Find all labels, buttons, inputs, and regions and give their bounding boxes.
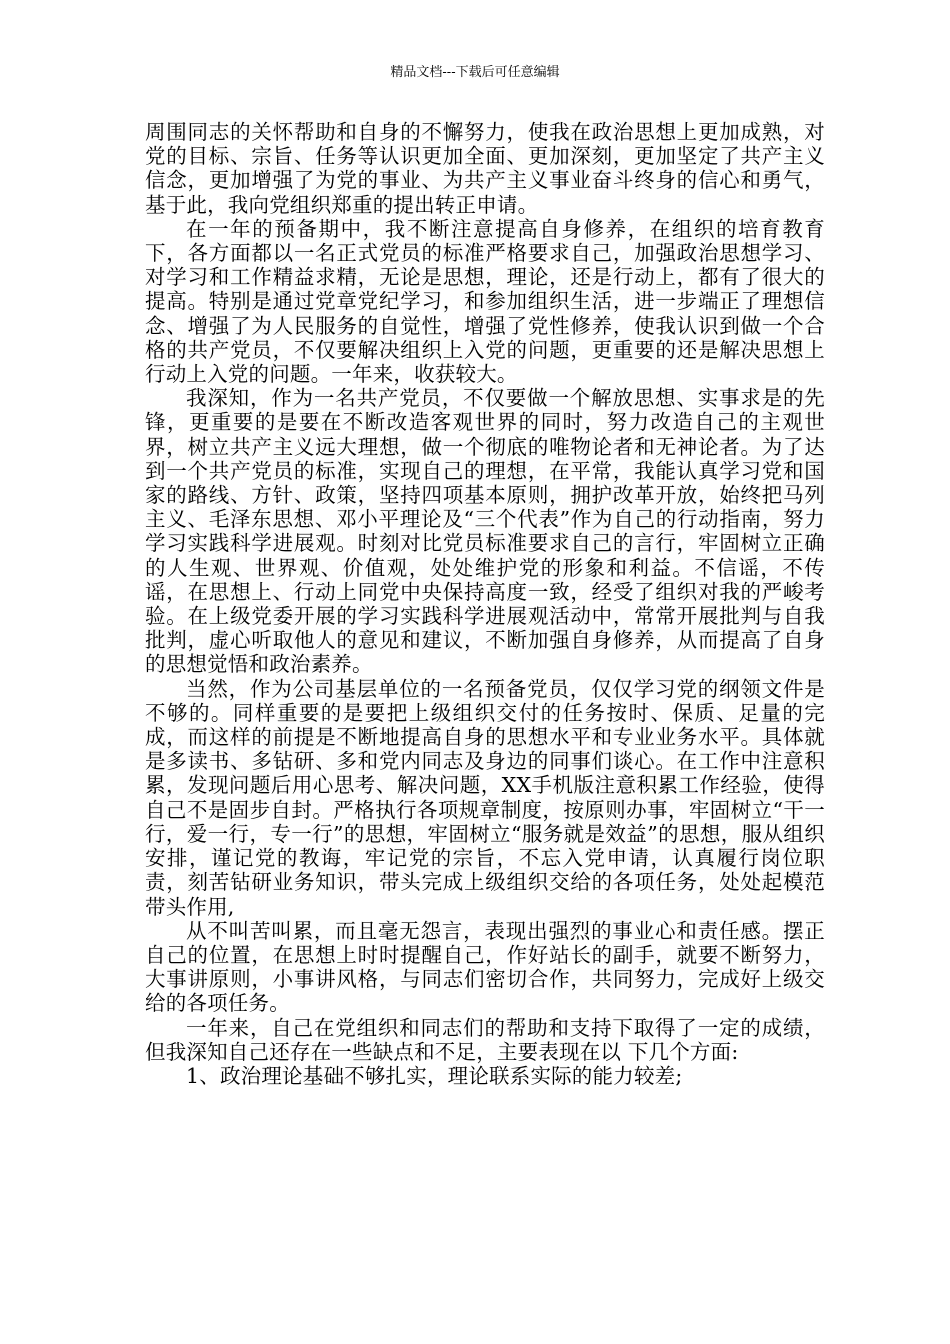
document-body: [145, 120, 825, 1088]
paragraph-6: 一年来，自己在党组织和同志们的帮助和支持下取得了一定的成绩，但我深知自己还存在一些缺点和不足，主要表现在以 下几个方面:: [145, 1015, 825, 1064]
paragraph-5: 从不叫苦叫累，而且毫无怨言，表现出强烈的事业心和责任感。摆正自己的位置，在思想上时时提醒自己，作好站长的副手，就要不断努力，大事讲原则，小事讲风格，与同志们密切合作，共同努力，完成好上级交给的各项任务。: [145, 918, 825, 1016]
paragraph-1: 周围同志的关怀帮助和自身的不懈努力，使我在政治思想上更加成熟，对党的目标、宗旨、任务等认识更加全面、更加深刻，更加坚定了共产主义信念，更加增强了为党的事业、为共产主义事业奋斗终身的信心和勇气，基于此，我向党组织郑重的提出转正申请。: [145, 120, 825, 217]
paragraph-4: 当然，作为公司基层单位的一名预备党员，仅仅学习党的纲领文件是不够的。同样重要的是要把上级组织交付的任务按时、保质、足量的完成，而这样的前提是不断地提高自身的思想水平和专业业务水平。具体就是多读书、多钻研、多和党内同志及身边的同事们谈心。在工作中注意积累，发现问题后用心思考、解决问题，XX手机版注意积累工作经验，使得自己不是固步自封。严格执行各项规章制度，按原则办事，牢固树立“干一行，爱一行，专一行”的思想，牢固树立“服务就是效益”的思想，服从组织安排，谨记党的教诲，牢记党的宗旨，不忘入党申请，认真履行岗位职责，刻苦钻研业务知识，带头完成上级组织交给的各项任务，处处起模范带头作用,: [145, 676, 825, 919]
paragraph-2: 在一年的预备期中，我不断注意提高自身修养，在组织的培育教育下，各方面都以一名正式党员的标准严格要求自己，加强政治思想学习、对学习和工作精益求精，无论是思想，理论，还是行动上，都有了很大的提高。特别是通过党章党纪学习，和参加组织生活，进一步端正了理想信念、增强了为人民服务的自觉性，增强了党性修养，使我认识到做一个合格的共产党员，不仅要解决组织上入党的问题，更重要的还是解决思想上行动上入党的问题。一年来，收获较大。: [145, 216, 825, 387]
paragraph-3: 我深知，作为一名共产党员，不仅要做一个解放思想、实事求是的先锋，更重要的是要在不断改造客观世界的同时，努力改造自己的主观世界，树立共产主义远大理想，做一个彻底的唯物论者和无神论者。为了达到一个共产党员的标准，实现自己的理想，在平常，我能认真学习党和国家的路线、方针、政策，坚持四项基本原则，拥护改革开放，始终把马列主义、毛泽东思想、邓小平理论及“三个代表”作为自己的行动指南，努力学习实践科学进展观。时刻对比党员标准要求自己的言行，牢固树立正确的人生观、世界观、价值观，处处维护党的形象和利益。不信谣，不传谣，在思想上、行动上同党中央保持高度一致，经受了组织对我的严峻考验。在上级党委开展的学习实践科学进展观活动中，常常开展批判与自我批判，虚心听取他人的意见和建议，不断加强自身修养，从而提高了自身的思想觉悟和政治素养。: [145, 386, 825, 677]
paragraph-7: 1、政治理论基础不够扎实，理论联系实际的能力较差;: [186, 1063, 683, 1088]
page-header: 精品文档---下载后可任意编辑: [390, 65, 560, 80]
